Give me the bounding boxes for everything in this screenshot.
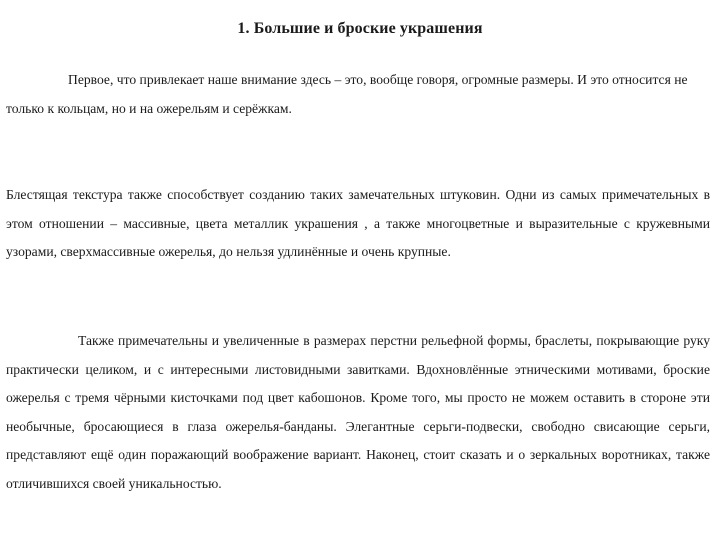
paragraph-2: Блестящая текстура также способствует созданию таких замечательных штуковин. Одни из самых примечательных в этом отношении – массивные, цвета металлик украшения , а также многоцветные и выразительные с кружевными узорами, сверхмассивные ожерелья, до нельзя удлинённые и очень крупные. bbox=[6, 187, 710, 260]
paragraph-3: Также примечательны и увеличенные в размерах перстни рельефной формы, браслеты, покрывающие руку практически целиком, и с интересными листовидными завитками. Вдохновлённые этническими мотивами, броские ожерелья с тремя чёрными кисточками под цвет кабошонов. Кроме того, мы просто не можем оставить в стороне эти необычные, бросающиеся в глаза ожерелья-банданы. Элегантные серьги-подвески, свободно свисающие серьги, представляют ещё один поражающий воображение вариант. Наконец, стоит сказать и о зеркальных воротниках, также отличившихся своей уникальностью. bbox=[6, 333, 710, 491]
paragraph-1: Первое, что привлекает наше внимание здесь – это, вообще говоря, огромные размеры. И это относится не только к кольцам, но и на ожерельям и серёжкам. bbox=[6, 72, 688, 116]
heading: 1. Большие и броские украшения bbox=[237, 20, 483, 37]
